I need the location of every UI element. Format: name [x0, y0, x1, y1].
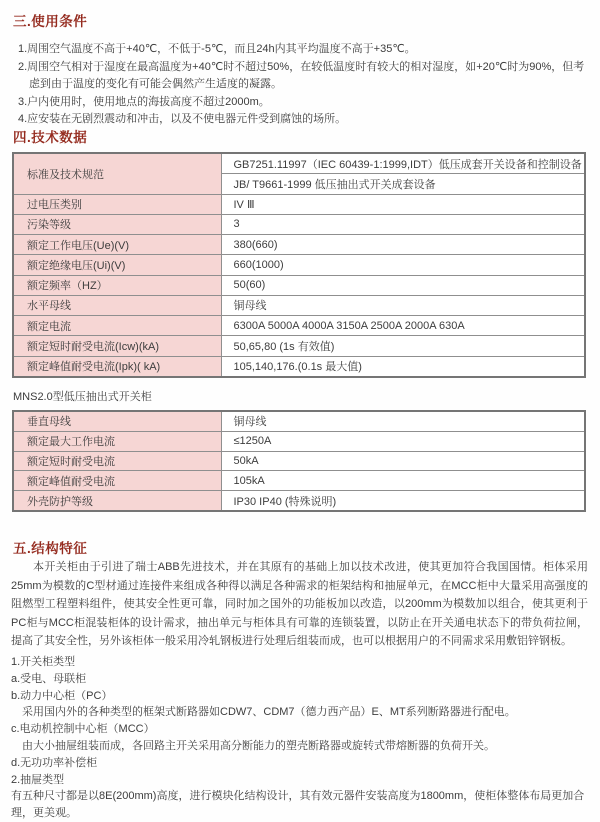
table-row	[13, 471, 585, 491]
spec-value-cell: 50,65,80 (1s 有效值)	[221, 336, 585, 356]
spec-label-cell: 水平母线	[13, 295, 221, 315]
usage-conditions-list	[18, 41, 588, 129]
spec-value-cell: 铜母线	[221, 295, 585, 315]
spec-value-cell: 105kA	[221, 471, 585, 491]
spec-value-cell: 660(1000)	[221, 255, 585, 275]
section-title-usage-conditions: 三.使用条件	[13, 14, 88, 29]
table-row	[13, 275, 585, 295]
spec-value-cell: ≤1250A	[221, 431, 585, 451]
spec-label-cell: 外壳防护等级	[13, 491, 221, 511]
spec-value-cell: 3	[221, 214, 585, 234]
spec-label-cell: 额定短时耐受电流(Icw)(kA)	[13, 336, 221, 356]
structure-features-paragraph: 本开关柜由于引进了瑞士ABB先进技术，并在其原有的基础上加以技术改进，使其更加符合我国国情。柜体采用25mm为模数的C型材通过连接件来组成各种得以满足各种需求的柜架结构和抽屉单元，在MCC柜中大量采用高强度的阻燃型工程塑料组件，使其安全性更可靠，同时加之国外的功能板加以改造，以200mm为模数加以组合，使其更利于PC柜与MCC柜混装柜体的设计需求，抽出单元与柜体具有可靠的连锁装置，以防止在开关通电状态下的带负荷拉闸，提高了其安全性，另外该柜体一般采用冷轧钢板进行处理后组装而成，也可以根据用户的不同需求采用敷铝锌钢板。	[11, 561, 588, 647]
structure-list-item: b.动力中心柜（PC）	[11, 689, 113, 702]
spec-value-cell: 铜母线	[221, 411, 585, 431]
spec-label-cell: 垂直母线	[13, 411, 221, 431]
spec-label-cell: 额定峰值耐受电流	[13, 471, 221, 491]
usage-condition-item: 4.应安装在无剧烈震动和冲击，以及不使电器元件受到腐蚀的场所。	[18, 113, 347, 125]
spec-label-cell: 过电压类别	[13, 194, 221, 214]
table-row	[13, 491, 585, 511]
structure-features-list	[11, 654, 594, 822]
table-row	[13, 295, 585, 315]
table-row	[13, 255, 585, 275]
structure-list-item: 2.抽屉类型	[11, 773, 65, 786]
spec-label-cell: 额定频率（HZ）	[13, 275, 221, 295]
sub-table-caption: MNS2.0型低压抽出式开关柜	[13, 391, 152, 403]
spec-value-cell: 50kA	[221, 451, 585, 471]
spec-value-cell: IP30 IP40 (特殊说明)	[221, 491, 585, 511]
mns2-spec-table-body	[13, 411, 585, 511]
spec-label-cell: 额定工作电压(Ue)(V)	[13, 235, 221, 255]
table-row	[13, 336, 585, 356]
spec-value-cell: 50(60)	[221, 275, 585, 295]
mns2-spec-table	[12, 410, 586, 512]
spec-label-cell: 额定绝缘电压(Ui)(V)	[13, 255, 221, 275]
usage-condition-item: 2.周围空气相对于湿度在最高温度为+40℃时不超过50%，在较低温度时有较大的相对湿度，如+20℃时为90%，但考虑到由于温度的变化有可能会偶然产生适度的凝露。	[18, 60, 585, 90]
spec-label-cell: 污染等级	[13, 214, 221, 234]
table-row	[13, 356, 585, 377]
technical-data-table-body	[13, 153, 585, 377]
usage-condition-item: 1.周围空气温度不高于+40℃，不低于-5℃，而且24h内其平均温度不高于+35℃。	[18, 43, 416, 55]
table-row	[13, 235, 585, 255]
structure-list-item: 由大小抽屉组装而成，各回路主开关采用高分断能力的塑壳断路器或旋转式带熔断器的负荷开关。	[22, 739, 495, 752]
table-row	[13, 451, 585, 471]
structure-list-item: c.电动机控制中心柜（MCC）	[11, 723, 155, 736]
spec-value-cell: 380(660)	[221, 235, 585, 255]
structure-list-item: a.受电、母联柜	[11, 672, 87, 685]
spec-value-cell: 6300A 5000A 4000A 3150A 2500A 2000A 630A	[221, 316, 585, 336]
spec-value-cell: 105,140,176.(0.1s 最大值)	[221, 356, 585, 377]
spec-value-cell: IV Ⅲ	[221, 194, 585, 214]
spec-label-cell: 额定短时耐受电流	[13, 451, 221, 471]
spec-value-cell: JB/ T9661-1999 低压抽出式开关成套设备	[221, 174, 585, 194]
spec-label-cell: 额定电流	[13, 316, 221, 336]
table-row	[13, 411, 585, 431]
structure-list-item: 1.开关柜类型	[11, 656, 76, 668]
spec-value-cell: GB7251.11997（IEC 60439-1:1999,IDT）低压成套开关设备和控制设备	[221, 153, 585, 174]
spec-label-cell: 额定峰值耐受电流(Ipk)( kA)	[13, 356, 221, 377]
spec-label-cell: 标准及技术规范	[13, 153, 221, 194]
structure-list-item: 有五种尺寸都是以8E(200mm)高度，进行模块化结构设计，其有效元器件安装高度为1800mm，使柜体整体布局更加合理，更美观。	[11, 790, 585, 820]
table-row	[13, 316, 585, 336]
table-row	[13, 214, 585, 234]
usage-condition-item: 3.户内使用时，使用地点的海拔高度不超过2000m。	[18, 95, 270, 108]
section-title-structure-features: 五.结构特征	[13, 541, 88, 556]
technical-data-table	[12, 152, 586, 378]
structure-list-item: 采用国内外的各种类型的框架式断路器如CDW7、CDM7（德力西产品）E、MT系列断路器进行配电。	[22, 706, 516, 719]
spec-label-cell: 额定最大工作电流	[13, 431, 221, 451]
section-title-technical-data: 四.技术数据	[13, 130, 88, 145]
table-row	[13, 194, 585, 214]
table-row	[13, 153, 585, 174]
table-row	[13, 431, 585, 451]
structure-list-item: d.无功功率补偿柜	[11, 756, 98, 769]
